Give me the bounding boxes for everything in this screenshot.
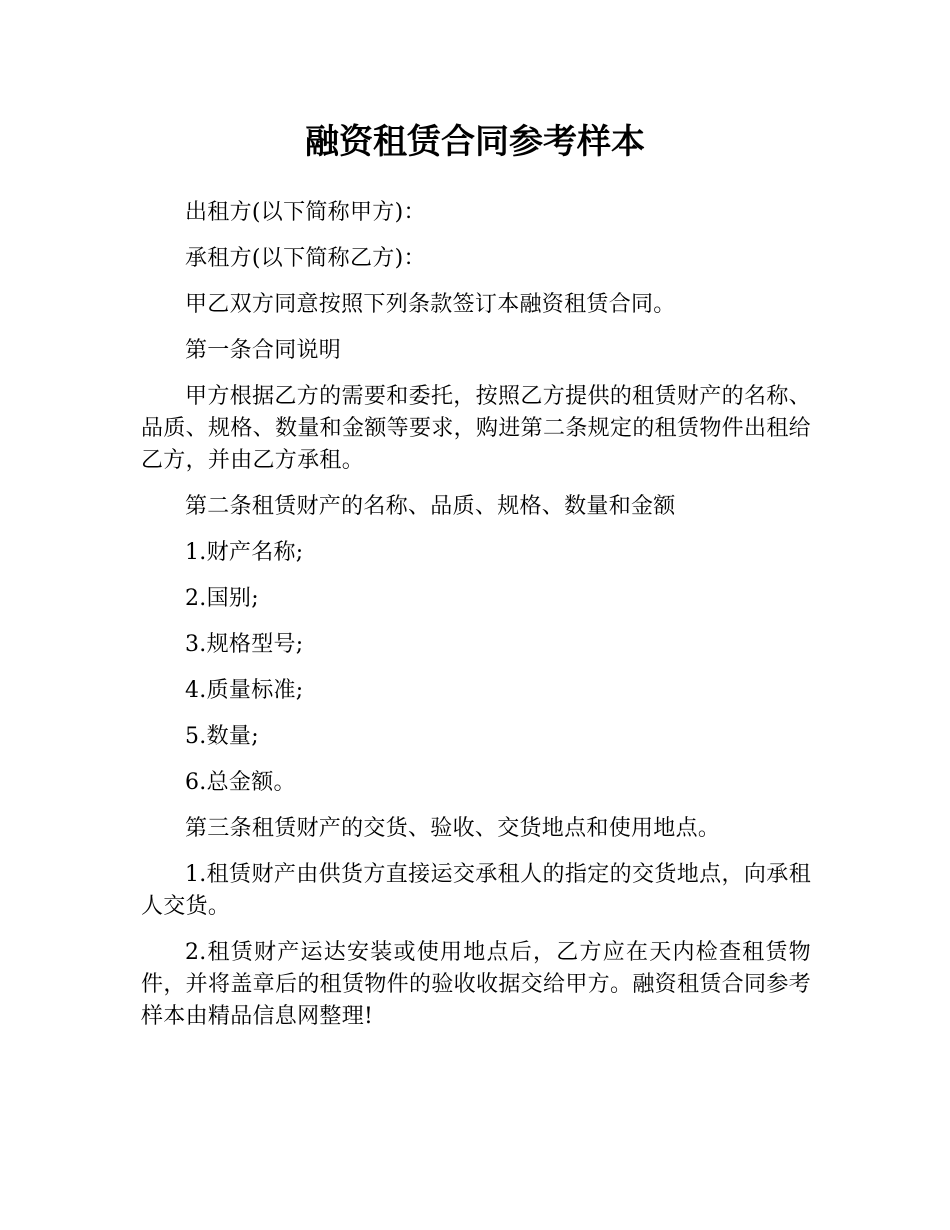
document-title: 融资租赁合同参考样本 — [305, 122, 645, 162]
paragraph-lessor: 出租方(以下简称甲方)： — [185, 200, 426, 225]
article-2-item-4: 4.质量标准; — [185, 678, 304, 703]
article-2-item-5: 5.数量; — [185, 724, 259, 749]
article-3-item-1: 1.租赁财产由供货方直接运交承租人的指定的交货地点，向承租人交货。 — [141, 862, 811, 919]
article-2-item-3: 3.规格型号; — [185, 632, 304, 657]
article-2-item-6: 6.总金额。 — [185, 770, 296, 795]
article-3-heading: 第三条租赁财产的交货、验收、交货地点和使用地点。 — [185, 816, 721, 841]
paragraph-agreement: 甲乙双方同意按照下列条款签订本融资租赁合同。 — [185, 292, 676, 317]
article-2-item-1: 1.财产名称; — [185, 540, 304, 565]
article-2-heading: 第二条租赁财产的名称、品质、规格、数量和金额 — [185, 494, 676, 519]
article-1-text: 甲方根据乙方的需要和委托，按照乙方提供的租赁财产的名称、品质、规格、数量和金额等要求，购进第二条规定的租赁物件出租给乙方，并由乙方承租。 — [141, 384, 811, 473]
document-body — [141, 197, 811, 1047]
article-1-heading: 第一条合同说明 — [185, 338, 342, 363]
article-3-item-2: 2.租赁财产运达安装或使用地点后，乙方应在天内检查租赁物件，并将盖章后的租赁物件的验收收据交给甲方。融资租赁合同参考样本由精品信息网整理! — [141, 940, 811, 1029]
paragraph-lessee: 承租方(以下简称乙方)： — [185, 246, 426, 271]
article-2-item-2: 2.国别; — [185, 586, 259, 611]
